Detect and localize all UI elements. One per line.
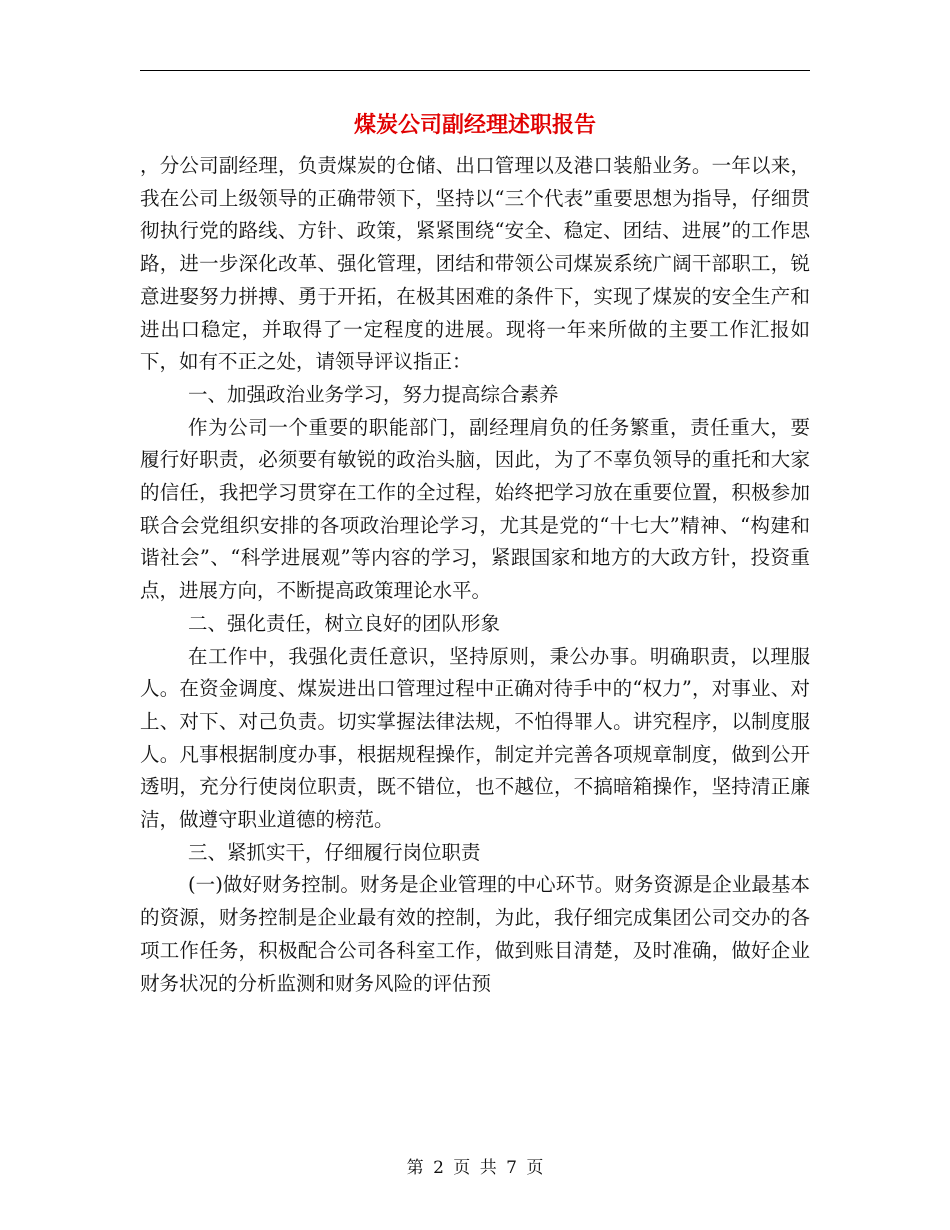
document-body xyxy=(140,150,810,1000)
section-heading-1: 一、加强政治业务学习，努力提高综合素养 xyxy=(188,382,559,406)
section-heading-3: 三、紧抓实干，仔细履行岗位职责 xyxy=(188,840,481,864)
paragraph-intro: ，分公司副经理，负责煤炭的仓储、出口管理以及港口装船业务。一年以来，我在公司上级领导的正确带领下，坚持以“三个代表”重要思想为指导，仔细贯彻执行党的路线、方针、政策，紧紧围绕“安全、稳定、团结、进展”的工作思路，进一步深化改革、强化管理，团结和带领公司煤炭系统广阔干部职工，锐意进娶努力拼搏、勇于开拓，在极其困难的条件下，实现了煤炭的安全生产和进出口稳定，并取得了一定程度的进展。现将一年来所做的主要工作汇报如下，如有不正之处，请领导评议指正： xyxy=(140,154,810,374)
section-heading-2: 二、强化责任，树立良好的团队形象 xyxy=(188,611,501,635)
document-title: 煤炭公司副经理述职报告 xyxy=(353,112,596,138)
header-rule xyxy=(140,70,810,71)
paragraph-section-3-1: (一)做好财务控制。财务是企业管理的中心环节。财务资源是企业最基本的资源，财务控制是企业最有效的控制，为此，我仔细完成集团公司交办的各项工作任务，积极配合公司各科室工作，做到账目清楚，及时准确，做好企业财务状况的分析监测和财务风险的评估预 xyxy=(140,873,810,995)
paragraph-section-2: 在工作中，我强化责任意识，坚持原则，秉公办事。明确职责，以理服人。在资金调度、煤炭进出口管理过程中正确对待手中的“权力”，对事业、对上、对下、对己负责。切实掌握法律法规，不怕得罪人。讲究程序，以制度服人。凡事根据制度办事，根据规程操作，制定并完善各项规章制度，做到公开透明，充分行使岗位职责，既不错位，也不越位，不搞暗箱操作，坚持清正廉洁，做遵守职业道德的榜范。 xyxy=(140,644,810,832)
page-number-footer: 第 2 页 共 7 页 xyxy=(406,1158,544,1178)
paragraph-section-1: 作为公司一个重要的职能部门，副经理肩负的任务繁重，责任重大，要履行好职责，必须要有敏锐的政治头脑，因此，为了不辜负领导的重托和大家的信任，我把学习贯穿在工作的全过程，始终把学习放在重要位置，积极参加联合会党组织安排的各项政治理论学习，尤其是党的“十七大”精神、“构建和谐社会”、“科学进展观”等内容的学习，紧跟国家和地方的大政方针，投资重点，进展方向，不断提高政策理论水平。 xyxy=(140,415,810,603)
